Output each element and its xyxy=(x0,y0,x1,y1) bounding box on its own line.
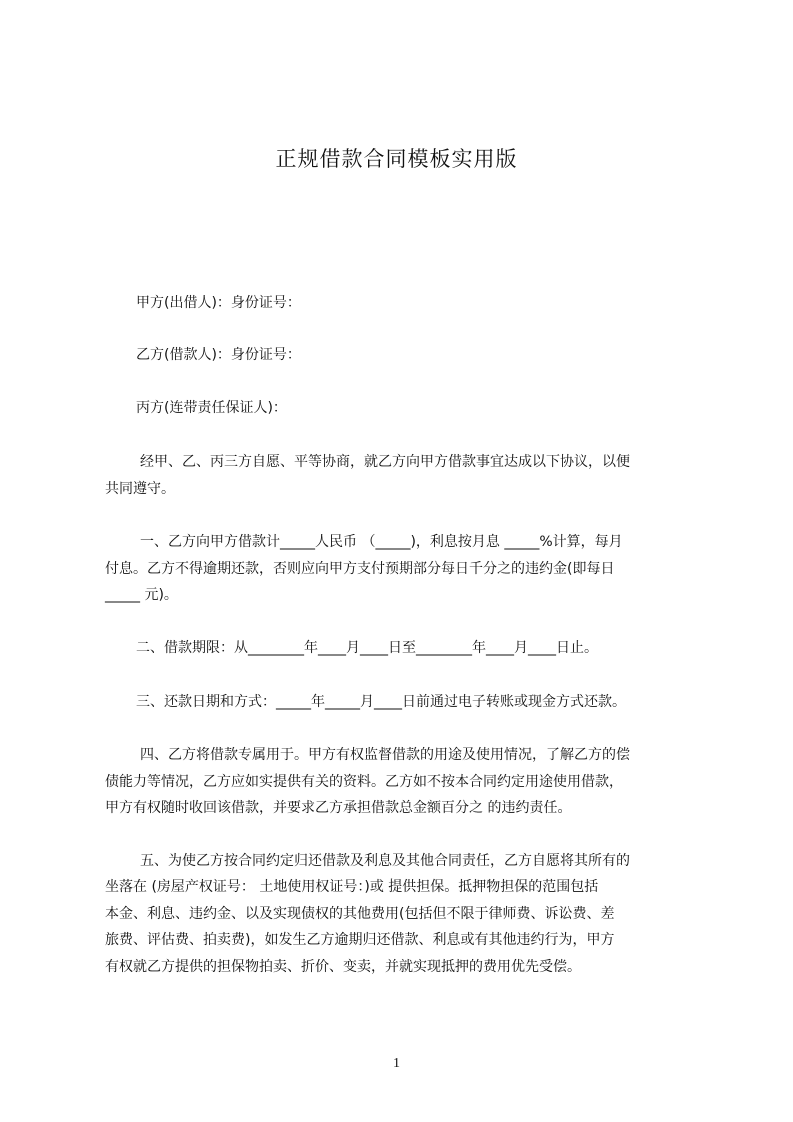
clause-5-line-3: 本金、利息、违约金、以及实现债权的其他费用(包括但不限于律师费、诉讼费、差 xyxy=(105,906,615,922)
clause-4-line-1: 四、乙方将借款专属用于。甲方有权监督借款的用途及使用情况，了解乙方的偿 xyxy=(140,747,630,763)
clause-5-line-5: 有权就乙方提供的担保物拍卖、折价、变卖，并就实现抵押的费用优先受偿。 xyxy=(105,959,581,975)
clause-5-line-4: 旅费、评估费、拍卖费)，如发生乙方逾期归还借款、利息或有其他违约行为，甲方 xyxy=(105,932,615,948)
intro-line-1: 经甲、乙、丙三方自愿、平等协商，就乙方向甲方借款事宜达成以下协议，以便 xyxy=(140,454,630,470)
page-title: 正规借款合同模板实用版 xyxy=(275,147,518,171)
clause-2-line: 二、借款期限：从________年____月____日至________年____月____日止。 xyxy=(136,640,598,656)
clause-1-line-1: 一、乙方向甲方借款计_____人民币 （_____)，利息按月息 _____%计算，每月 xyxy=(140,534,623,550)
intro-line-2: 共同遵守。 xyxy=(105,481,175,497)
clause-4-line-2: 债能力等情况，乙方应如实提供有关的资料。乙方如不按本合同约定用途使用借款， xyxy=(105,774,623,790)
page-number: 1 xyxy=(393,1056,400,1071)
clause-3-line: 三、还款日期和方式：_____年_____月____日前通过电子转账或现金方式还款。 xyxy=(136,694,626,710)
party-c-line: 丙方(连带责任保证人)： xyxy=(136,400,287,416)
clause-1-line-2: 付息。乙方不得逾期还款，否则应向甲方支付预期部分每日千分之的违约金(即每日 xyxy=(105,561,615,577)
clause-4-line-3: 甲方有权随时收回该借款，并要求乙方承担借款总金额百分之 的违约责任。 xyxy=(105,800,572,816)
clause-1-line-3: _____ 元)。 xyxy=(105,587,178,603)
clause-5-line-1: 五、为使乙方按合同约定归还借款及利息及其他合同责任，乙方自愿将其所有的 xyxy=(140,853,630,869)
party-a-line: 甲方(出借人)：身份证号： xyxy=(136,295,301,311)
party-b-line: 乙方(借款人)：身份证号： xyxy=(136,347,301,363)
clause-5-line-2: 坐落在 (房屋产权证号： 土地使用权证号：)或 提供担保。抵押物担保的范围包括 xyxy=(105,879,599,895)
